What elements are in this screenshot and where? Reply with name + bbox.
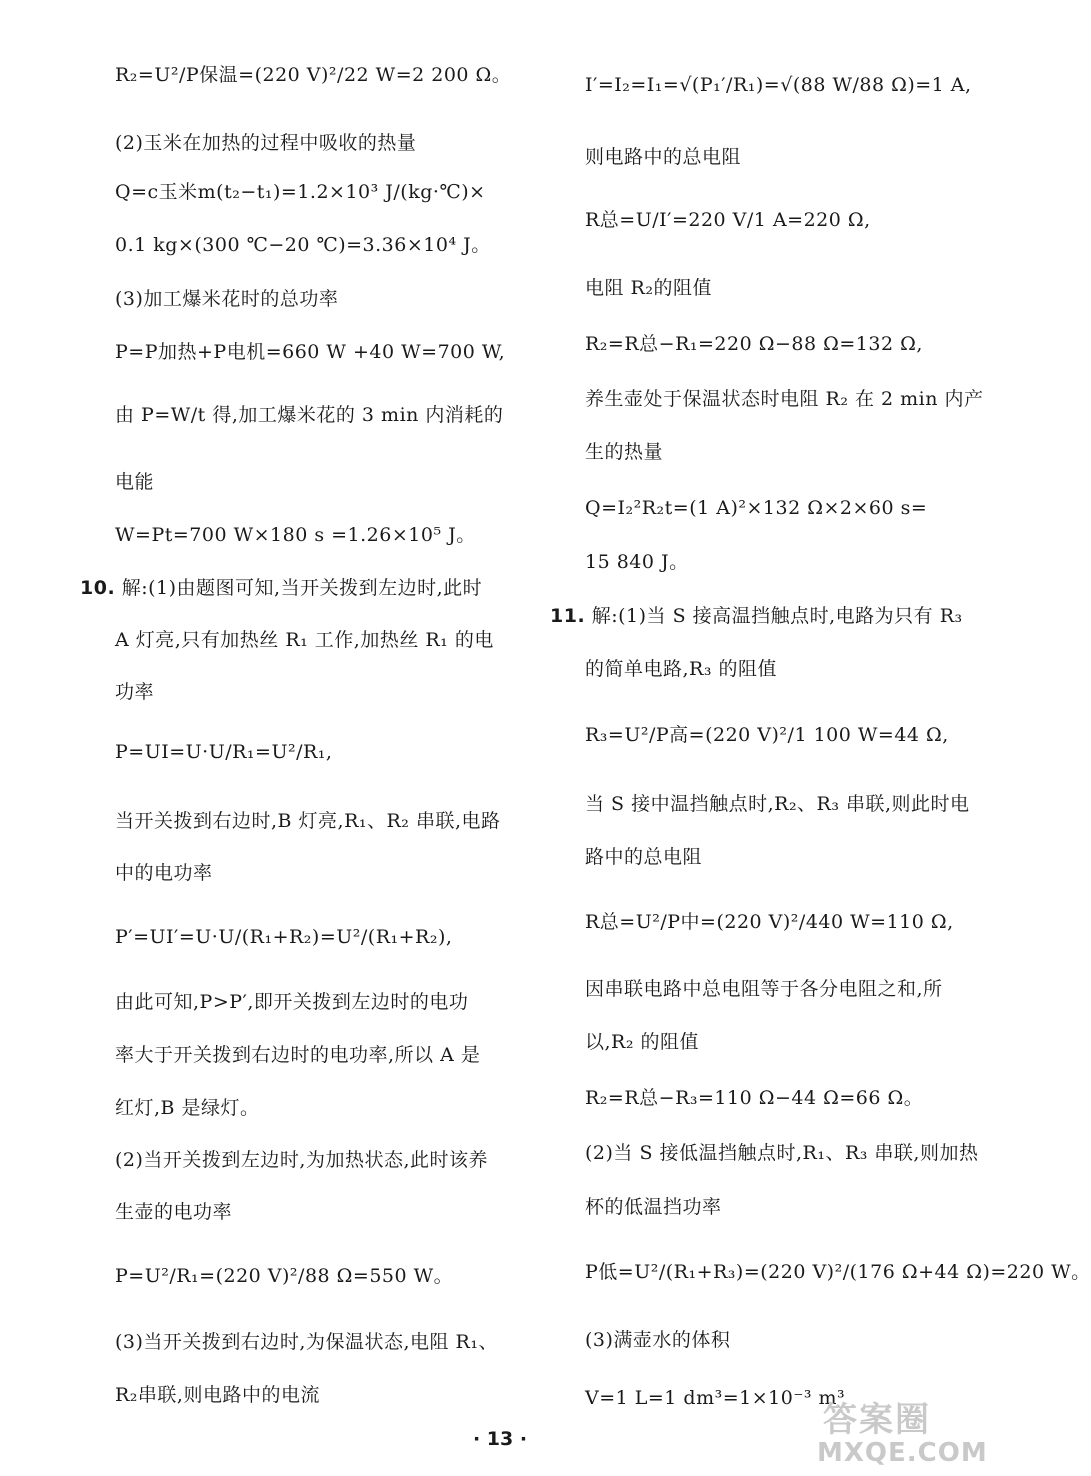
text-line: R₃=U²/P高=(220 V)²/1 100 W=44 Ω, [585,724,949,746]
text-line: 以,R₂ 的阻值 [585,1031,700,1053]
text-line: 由此可知,P>P′,即开关拨到左边时的电功 [115,991,469,1013]
text-line: W=Pt=700 W×180 s =1.26×10⁵ J。 [115,524,476,546]
text-line: P=P加热+P电机=660 W +40 W=700 W, [115,341,506,363]
text-line: R总=U/I′=220 V/1 A=220 Ω, [585,209,871,231]
text-line: P低=U²/(R₁+R₃)=(220 V)²/(176 Ω+44 Ω)=220 W。 [585,1261,1091,1283]
text-line: R₂串联,则电路中的电流 [115,1384,320,1406]
text-line: 杯的低温挡功率 [585,1196,722,1218]
text-line: 路中的总电阻 [585,846,703,868]
text-line: (2)当 S 接低温挡触点时,R₁、R₃ 串联,则加热 [585,1142,979,1164]
watermark-bottom: MXQE.COM [817,1438,988,1468]
question-number: 11. [550,605,586,627]
text-line: 则电路中的总电阻 [585,146,742,168]
text-line: 当开关拨到右边时,B 灯亮,R₁、R₂ 串联,电路 [115,810,501,832]
text-line: Q=I₂²R₂t=(1 A)²×132 Ω×2×60 s= [585,497,928,519]
question-line [550,604,963,628]
text-line: 功率 [115,681,155,703]
text-line: R₂=R总−R₁=220 Ω−88 Ω=132 Ω, [585,333,923,355]
text-line: R₂=R总−R₃=110 Ω−44 Ω=66 Ω。 [585,1087,924,1109]
text-line: 率大于开关拨到右边时的电功率,所以 A 是 [115,1044,481,1066]
text-line: 因串联电路中总电阻等于各分电阻之和,所 [585,978,943,1000]
text-line: V=1 L=1 dm³=1×10⁻³ m³ [585,1387,846,1409]
text-line: I′=I₂=I₁=√(P₁′/R₁)=√(88 W/88 Ω)=1 A, [585,74,972,96]
text-line: P=U²/R₁=(220 V)²/88 Ω=550 W。 [115,1265,454,1287]
question-number: 10. [80,577,116,599]
text-line: 当 S 接中温挡触点时,R₂、R₃ 串联,则此时电 [585,793,970,815]
text-line: 电阻 R₂的阻值 [585,277,712,299]
text-line: 中的电功率 [115,862,213,884]
text-line: P′=UI′=U·U/(R₁+R₂)=U²/(R₁+R₂), [115,926,453,948]
text-line: 由 P=W/t 得,加工爆米花的 3 min 内消耗的 [115,404,504,426]
text-line: Q=c玉米m(t₂−t₁)=1.2×10³ J/(kg·℃)× [115,181,486,203]
text-line: (2)玉米在加热的过程中吸收的热量 [115,132,417,154]
watermark-top: 答案圈 [823,1400,931,1440]
text-line: (3)满壶水的体积 [585,1329,731,1351]
text-line: (2)当开关拨到左边时,为加热状态,此时该养 [115,1149,488,1171]
text-line: (3)当开关拨到右边时,为保温状态,电阻 R₁、 [115,1331,498,1353]
text-line: R₂=U²/P保温=(220 V)²/22 W=2 200 Ω。 [115,64,512,86]
text-line: 红灯,B 是绿灯。 [115,1097,260,1119]
text-line: 的简单电路,R₃ 的阻值 [585,658,778,680]
text-line: 生的热量 [585,441,664,463]
text-line: R总=U²/P中=(220 V)²/440 W=110 Ω, [585,911,954,933]
text-line: 0.1 kg×(300 ℃−20 ℃)=3.36×10⁴ J。 [115,234,491,256]
page-number: · 13 · [472,1428,528,1450]
text-line: 电能 [115,471,155,493]
text-line: 15 840 J。 [585,551,689,573]
text-line: 养生壶处于保温状态时电阻 R₂ 在 2 min 内产 [585,388,984,410]
text-line: 解:(1)当 S 接高温挡触点时,电路为只有 R₃ [591,605,963,627]
text-line: A 灯亮,只有加热丝 R₁ 工作,加热丝 R₁ 的电 [115,629,494,651]
text-line: (3)加工爆米花时的总功率 [115,288,339,310]
text-line: 解:(1)由题图可知,当开关拨到左边时,此时 [121,577,483,599]
text-line: P=UI=U·U/R₁=U²/R₁, [115,741,333,763]
text-line: 生壶的电功率 [115,1201,233,1223]
question-line [80,576,482,600]
